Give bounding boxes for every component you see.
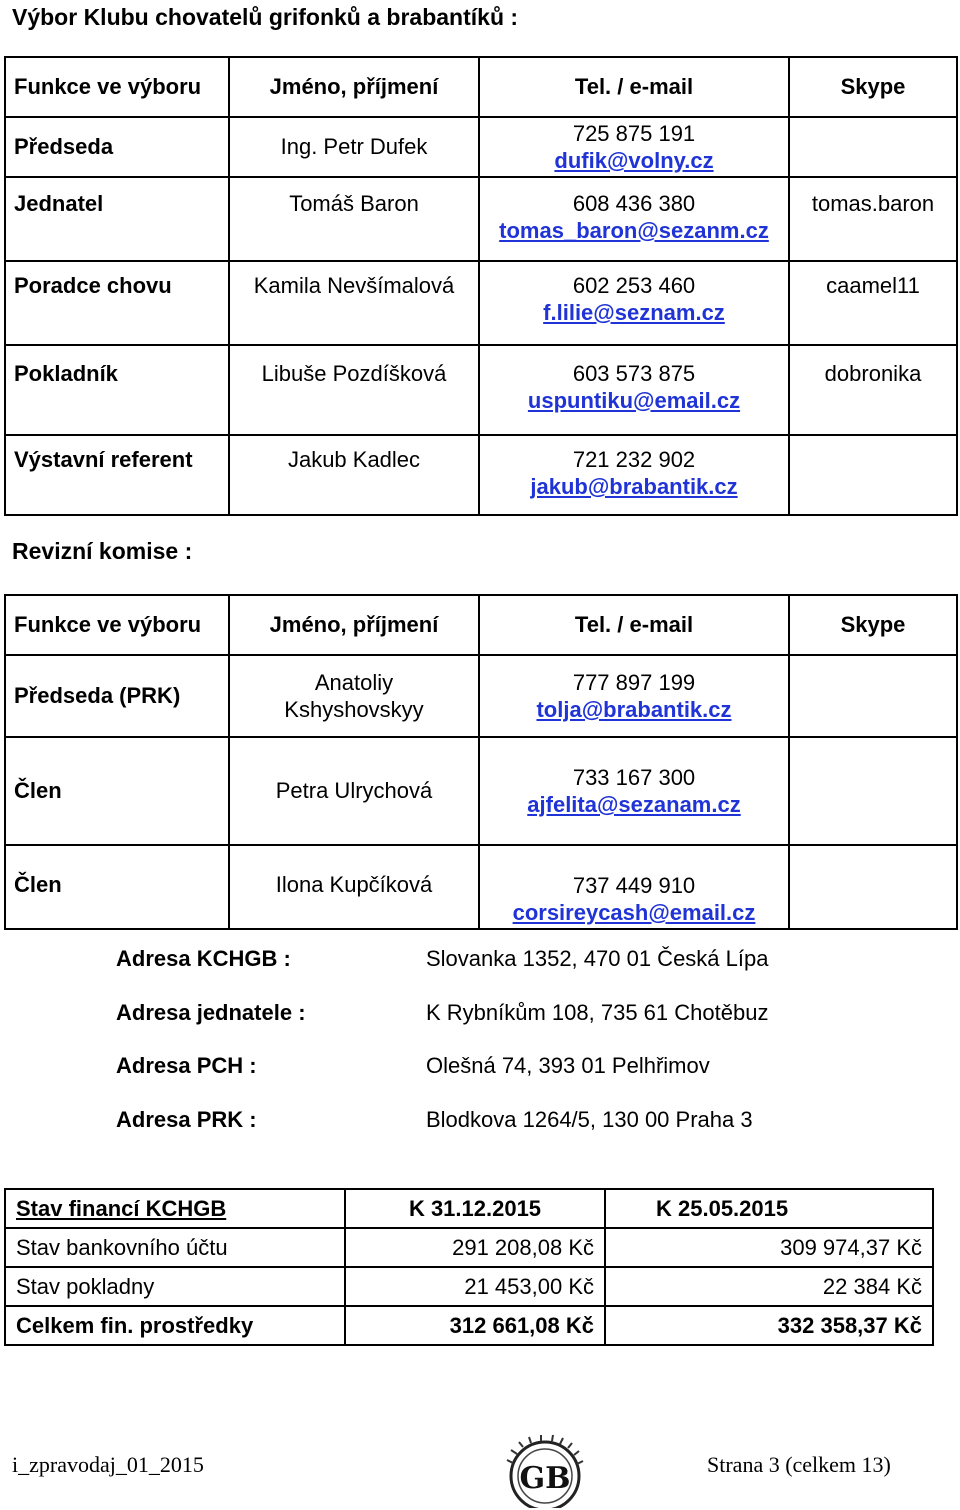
skype-cell: dobronika bbox=[789, 345, 957, 435]
email-link[interactable]: ajfelita@sezanam.cz bbox=[527, 792, 741, 817]
name-cell: Anatoliy Kshyshovskyy bbox=[229, 655, 479, 737]
contact-cell bbox=[479, 117, 789, 177]
phone: 721 232 902 bbox=[572, 447, 696, 472]
contact-cell bbox=[479, 177, 789, 261]
finance-header-date2: K 25.05.2015 bbox=[605, 1189, 933, 1228]
header-skype: Skype bbox=[789, 57, 957, 117]
header-role: Funkce ve výboru bbox=[5, 57, 229, 117]
skype-cell bbox=[789, 117, 957, 177]
email-link[interactable]: tolja@brabantik.cz bbox=[536, 697, 732, 722]
address-label: Adresa PRK : bbox=[116, 1107, 257, 1132]
finance-value: 309 974,37 Kč bbox=[605, 1228, 933, 1267]
email-link[interactable]: f.lilie@seznam.cz bbox=[543, 300, 725, 325]
header-contact: Tel. / e-mail bbox=[479, 57, 789, 117]
role-cell: Člen bbox=[5, 737, 229, 845]
email-link[interactable]: dufik@volny.cz bbox=[554, 148, 714, 173]
email-link[interactable]: uspuntiku@email.cz bbox=[527, 388, 741, 413]
role-cell: Poradce chovu bbox=[5, 261, 229, 345]
contact-cell bbox=[479, 655, 789, 737]
audit-header-row bbox=[5, 595, 957, 655]
address-value: Blodkova 1264/5, 130 00 Praha 3 bbox=[426, 1107, 753, 1132]
finance-header-row bbox=[5, 1189, 933, 1228]
table-row bbox=[5, 1306, 933, 1345]
skype-cell bbox=[789, 845, 957, 929]
phone: 725 875 191 bbox=[572, 121, 696, 146]
finance-value: 22 384 Kč bbox=[605, 1267, 933, 1306]
finance-label: Stav bankovního účtu bbox=[5, 1228, 345, 1267]
skype-cell bbox=[789, 737, 957, 845]
audit-title: Revizní komise : bbox=[12, 538, 193, 564]
footer-left: i_zpravodaj_01_2015 bbox=[12, 1452, 204, 1477]
phone: 608 436 380 bbox=[572, 191, 696, 216]
finance-header-date1: K 31.12.2015 bbox=[345, 1189, 605, 1228]
phone: 733 167 300 bbox=[572, 765, 696, 790]
name-cell: Jakub Kadlec bbox=[229, 435, 479, 515]
finance-value: 312 661,08 Kč bbox=[345, 1306, 605, 1345]
footer-right: Strana 3 (celkem 13) bbox=[707, 1452, 891, 1477]
logo-text: GB bbox=[519, 1461, 571, 1496]
address-label: Adresa KCHGB : bbox=[116, 946, 291, 971]
contact-cell bbox=[479, 261, 789, 345]
address-value: Slovanka 1352, 470 01 Česká Lípa bbox=[426, 946, 769, 971]
finance-value: 332 358,37 Kč bbox=[605, 1306, 933, 1345]
club-logo-icon bbox=[497, 1430, 593, 1508]
skype-cell bbox=[789, 435, 957, 515]
table-row bbox=[5, 117, 957, 177]
header-role: Funkce ve výboru bbox=[5, 595, 229, 655]
skype-cell: tomas.baron bbox=[789, 177, 957, 261]
name-cell: Ilona Kupčíková bbox=[229, 845, 479, 929]
finance-label: Stav pokladny bbox=[5, 1267, 345, 1306]
phone: 777 897 199 bbox=[572, 670, 696, 695]
finance-label: Celkem fin. prostředky bbox=[5, 1306, 345, 1345]
name-cell: Ing. Petr Dufek bbox=[229, 117, 479, 177]
finance-header-title: Stav financí KCHGB bbox=[5, 1189, 345, 1228]
table-row bbox=[5, 845, 957, 929]
skype-cell bbox=[789, 655, 957, 737]
committee-title: Výbor Klubu chovatelů grifonků a brabantíků : bbox=[12, 4, 519, 30]
committee-table bbox=[4, 56, 958, 516]
phone: 737 449 910 bbox=[572, 873, 696, 898]
name-cell: Tomáš Baron bbox=[229, 177, 479, 261]
role-cell: Předseda (PRK) bbox=[5, 655, 229, 737]
header-name: Jméno, příjmení bbox=[229, 57, 479, 117]
address-value: K Rybníkům 108, 735 61 Chotěbuz bbox=[426, 1000, 769, 1025]
table-row bbox=[5, 737, 957, 845]
phone: 602 253 460 bbox=[572, 273, 696, 298]
role-cell: Člen bbox=[5, 845, 229, 929]
role-cell: Výstavní referent bbox=[5, 435, 229, 515]
phone: 603 573 875 bbox=[572, 361, 696, 386]
table-row bbox=[5, 655, 957, 737]
header-skype: Skype bbox=[789, 595, 957, 655]
table-row bbox=[5, 177, 957, 261]
role-cell: Pokladník bbox=[5, 345, 229, 435]
table-row bbox=[5, 1228, 933, 1267]
finance-value: 291 208,08 Kč bbox=[345, 1228, 605, 1267]
address-label: Adresa jednatele : bbox=[116, 1000, 306, 1025]
finance-table bbox=[4, 1188, 934, 1346]
header-contact: Tel. / e-mail bbox=[479, 595, 789, 655]
contact-cell bbox=[479, 345, 789, 435]
contact-cell bbox=[479, 845, 789, 929]
committee-header-row bbox=[5, 57, 957, 117]
role-cell: Jednatel bbox=[5, 177, 229, 261]
email-link[interactable]: jakub@brabantik.cz bbox=[530, 474, 738, 499]
contact-cell bbox=[479, 737, 789, 845]
audit-table bbox=[4, 594, 958, 930]
email-link[interactable]: tomas_baron@sezanm.cz bbox=[499, 218, 769, 243]
role-cell: Předseda bbox=[5, 117, 229, 177]
finance-value: 21 453,00 Kč bbox=[345, 1267, 605, 1306]
email-link[interactable]: corsireycash@email.cz bbox=[512, 900, 756, 925]
address-label: Adresa PCH : bbox=[116, 1053, 257, 1078]
contact-cell bbox=[479, 435, 789, 515]
address-value: Olešná 74, 393 01 Pelhřimov bbox=[426, 1053, 710, 1078]
name-cell: Libuše Pozdíšková bbox=[229, 345, 479, 435]
table-row bbox=[5, 1267, 933, 1306]
name-cell: Petra Ulrychová bbox=[229, 737, 479, 845]
header-name: Jméno, příjmení bbox=[229, 595, 479, 655]
name-cell: Kamila Nevšímalová bbox=[229, 261, 479, 345]
table-row bbox=[5, 435, 957, 515]
skype-cell: caamel11 bbox=[789, 261, 957, 345]
table-row bbox=[5, 345, 957, 435]
table-row bbox=[5, 261, 957, 345]
